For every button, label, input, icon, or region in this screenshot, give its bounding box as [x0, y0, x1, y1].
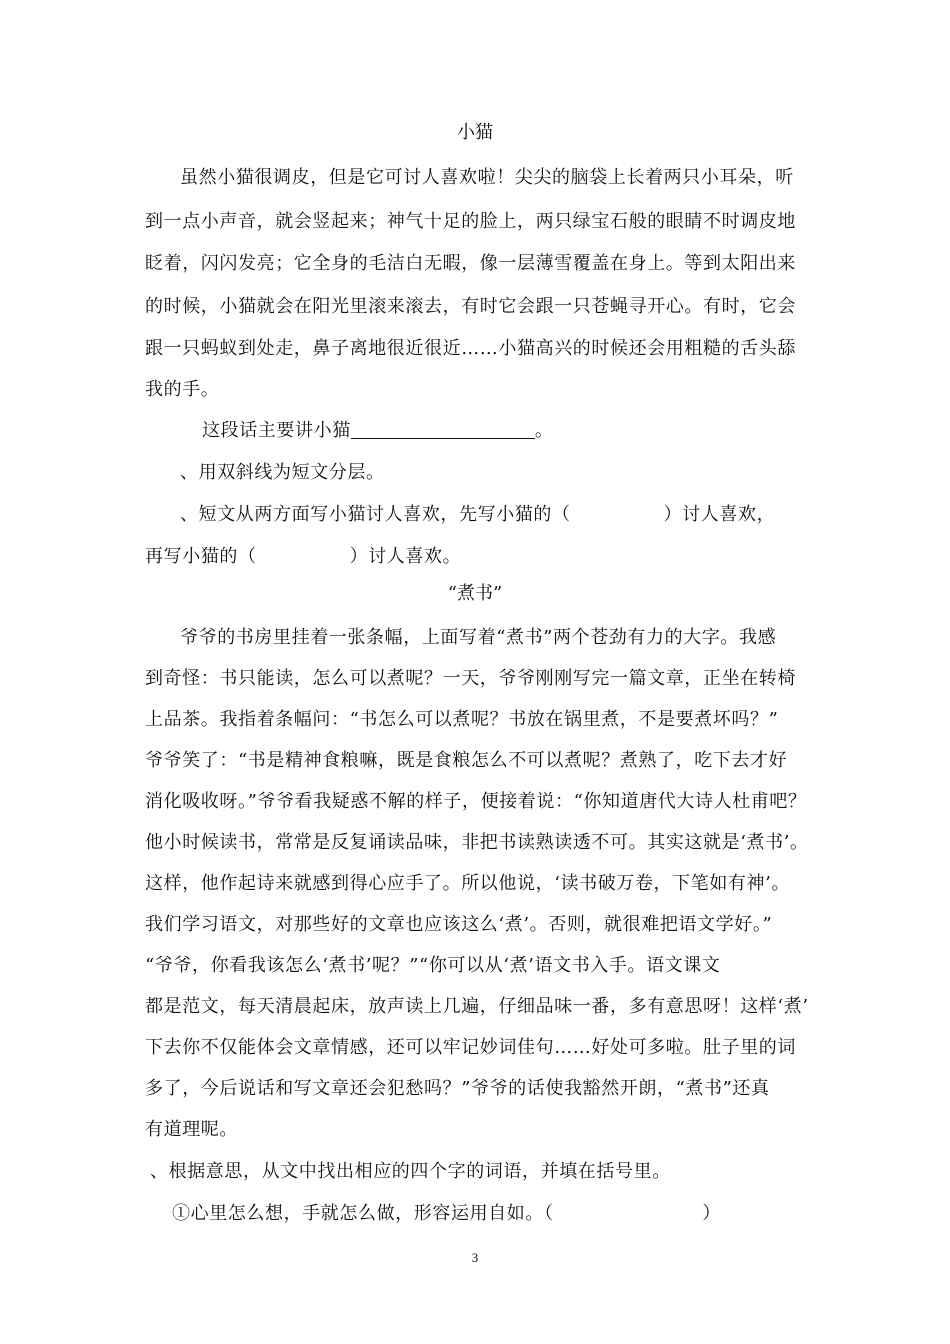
paragraph-line: 上品茶。我指着条幅问：“书怎么可以煮呢？书放在锅里煮，不是要煮坏吗？” [145, 709, 779, 730]
paragraph-line: 有道理呢。 [145, 1119, 238, 1140]
paragraph-line: 我的手。 [145, 379, 220, 400]
paragraph-line: 他小时候读书，常常是反复诵读品味，非把书读熟读透不可。其实这就是‘煮书’。 [145, 832, 809, 853]
paragraph-line: 多了，今后说话和写文章还会犯愁吗？”爷爷的话使我豁然开朗，“煮书”还真 [145, 1078, 770, 1099]
paragraph-line: 跟一只蚂蚁到处走，鼻子离地很近很近……小猫高兴的时候还会用粗糙的舌头舔 [145, 338, 796, 359]
paragraph-line: “爷爷，你看我该怎么‘煮书’呢？”“你可以从‘煮’语文书入手。语文课文 [145, 955, 721, 976]
paragraph-line: 都是范文，每天清晨起床，放声读上几遍，仔细品味一番，多有意思呀！这样‘煮’ [145, 996, 809, 1017]
paragraph-line: 的时候，小猫就会在阳光里滚来滚去，有时它会跟一只苍蝇寻开心。有时，它会 [145, 296, 796, 317]
page-number: 3 [471, 1250, 479, 1265]
paragraph-line: 爷爷笑了：“书是精神食粮嘛，既是食粮怎么不可以煮呢？煮熟了，吃下去才好 [145, 750, 788, 771]
paragraph-line: 消化吸收呀。”爷爷看我疑惑不解的样子，便接着说：“你知道唐代大诗人杜甫吧？ [145, 791, 807, 812]
paragraph-line: 下去你不仅能体会文章情感，还可以牢记妙词佳句……好处可多啦。肚子里的词 [145, 1037, 796, 1058]
paragraph-line: 爷爷的书房里挂着一张条幅，上面写着“煮书”两个苍劲有力的大字。我感 [180, 627, 777, 648]
question-two-aspects-line1: 、短文从两方面写小猫讨人喜欢，先写小猫的（ ）讨人喜欢， [180, 504, 776, 525]
paragraph-line: 到奇怪：书只能读，怎么可以煮呢？一天，爷爷刚刚写完一篇文章，正坐在转椅 [145, 668, 796, 689]
question-find-idioms: 、根据意思，从文中找出相应的四个字的词语，并填在括号里。 [150, 1161, 671, 1182]
question-text: 这段话主要讲小猫 [202, 420, 351, 441]
question-layering: 、用双斜线为短文分层。 [180, 462, 385, 483]
question-main-idea [202, 419, 872, 443]
paragraph-line: 这样，他作起诗来就感到得心应手了。所以他说，‘读书破万卷，下笔如有神’。 [145, 873, 791, 894]
answer-blank[interactable] [351, 420, 535, 439]
paragraph-line: 虽然小猫很调皮，但是它可讨人喜欢啦！尖尖的脑袋上长着两只小耳朵，听 [180, 167, 794, 188]
paragraph-line: 眨着，闪闪发亮；它全身的毛洁白无暇，像一层薄雪覆盖在身上。等到太阳出来 [145, 253, 796, 274]
section-title-boil-book: “煮书” [447, 583, 503, 604]
section-title-cat: 小猫 [457, 122, 493, 143]
paragraph-line: 我们学习语文，对那些好的文章也应该这么‘煮’。否则，就很难把语文学好。” [145, 914, 773, 935]
question-item-1: ①心里怎么想，手就怎么做，形容运用自如。（ ） [172, 1203, 721, 1224]
question-suffix: 。 [534, 420, 554, 441]
question-two-aspects-line2: 再写小猫的（ ）讨人喜欢。 [145, 546, 462, 567]
paragraph-line: 到一点小声音，就会竖起来；神气十足的脸上，两只绿宝石般的眼睛不时调皮地 [145, 211, 796, 232]
